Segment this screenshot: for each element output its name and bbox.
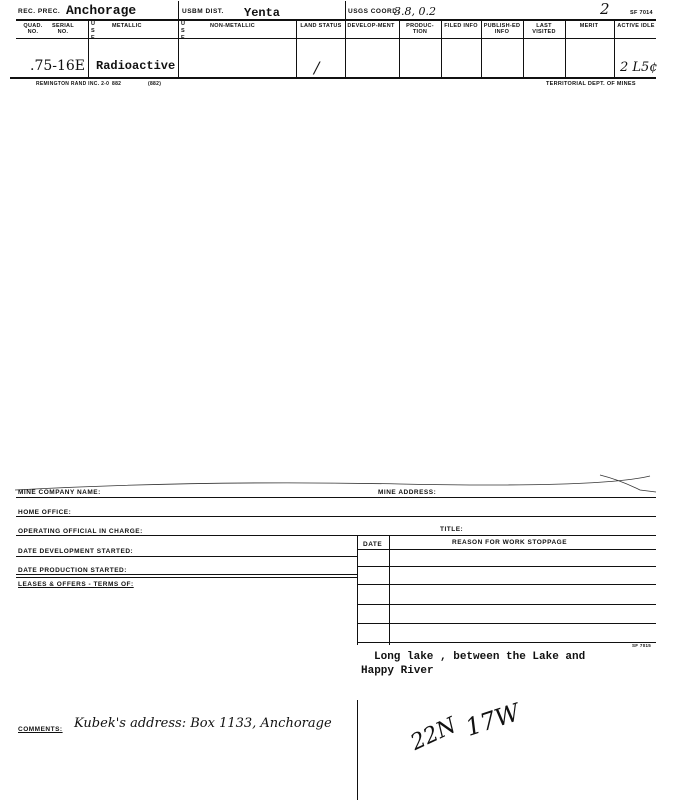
rule	[357, 566, 656, 567]
land-status-mark: /	[314, 58, 320, 77]
rule	[16, 556, 357, 557]
divider	[178, 1, 179, 77]
rec-prec-label: REC. PREC.	[18, 8, 61, 15]
rule	[357, 584, 656, 585]
rule	[357, 549, 656, 550]
use-letter: E	[91, 35, 95, 41]
comments-value: Kubek's address: Box 1133, Anchorage	[74, 716, 332, 731]
mine-company-label: MINE COMPANY NAME:	[18, 489, 101, 496]
usbm-dist-value: Yenta	[244, 6, 281, 20]
divider	[357, 535, 358, 645]
bottom-rule	[10, 77, 656, 79]
header-rule	[16, 38, 656, 39]
divider	[357, 700, 358, 800]
divider	[345, 1, 346, 77]
use-letter: S	[181, 28, 185, 34]
handwritten-mark: 22N	[406, 713, 461, 756]
date-development-label: DATE DEVELOPMENT STARTED:	[18, 548, 134, 555]
top-right-mark: 2	[600, 0, 610, 18]
footer-code: 882	[112, 81, 122, 87]
operating-official-label: OPERATING OFFICIAL IN CHARGE:	[18, 528, 143, 535]
divider	[296, 20, 297, 77]
reason-label: REASON FOR WORK STOPPAGE	[452, 539, 568, 546]
rule	[16, 577, 357, 578]
handwritten-mark: 17W	[462, 698, 524, 742]
usbm-dist-label: USBM DIST.	[182, 8, 224, 15]
usgs-coord-label: USGS COORD.	[348, 8, 400, 15]
metallic-label: METALLIC	[112, 23, 142, 29]
serial-no-label: SERIAL NO.	[52, 23, 74, 35]
home-office-label: HOME OFFICE:	[18, 509, 72, 516]
location-note-line: Long lake , between the Lake and	[374, 651, 586, 663]
mine-address-label: MINE ADDRESS:	[378, 489, 437, 496]
merit-label: MERIT	[579, 23, 599, 29]
location-note-line: Happy River	[361, 665, 434, 677]
rule	[16, 574, 357, 575]
production-label: PRODUC-TION	[406, 23, 434, 35]
leases-label: LEASES & OFFERS - TERMS OF:	[18, 581, 134, 588]
footer-left: REMINGTON RAND INC. 2-0	[36, 81, 110, 87]
rule	[16, 535, 656, 536]
rule	[16, 497, 656, 498]
divider	[389, 535, 390, 645]
form-number-bottom: SF 7015	[632, 643, 652, 648]
use-letter: E	[181, 35, 185, 41]
rule	[357, 623, 656, 624]
comments-label: COMMENTS:	[18, 726, 63, 733]
last-visited-label: LAST VISITED	[532, 23, 556, 35]
rule	[16, 516, 656, 517]
date-production-label: DATE PRODUCTION STARTED:	[18, 567, 127, 574]
active-idle-label: ACTIVE IDLE	[617, 23, 655, 29]
land-status-label: LAND STATUS	[300, 23, 342, 29]
use-letter: S	[91, 28, 95, 34]
title-label: TITLE:	[440, 526, 464, 533]
form-number-top: SF 7014	[630, 10, 653, 16]
quad-value: .75-16E	[30, 58, 86, 74]
use-letter: U	[181, 21, 186, 27]
quad-no-label: QUAD. NO.	[23, 23, 43, 35]
metallic-value: Radioactive	[96, 59, 176, 73]
divider	[88, 20, 89, 77]
development-label: DEVELOP-MENT	[347, 23, 395, 29]
footer-right: TERRITORIAL DEPT. OF MINES	[546, 81, 636, 87]
usgs-coord-value: 3.8, 0.2	[394, 5, 436, 18]
card-edge	[0, 470, 678, 500]
use-letter: U	[91, 21, 96, 27]
top-rule	[16, 19, 656, 21]
filed-info-label: FILED INFO	[444, 23, 478, 29]
rule	[357, 604, 656, 605]
active-idle-mark: 2 L5¢	[620, 60, 658, 75]
rule	[357, 642, 656, 643]
rec-prec-value: Anchorage	[66, 3, 137, 18]
date-column-label: DATE	[363, 541, 383, 548]
non-metallic-label: NON-METALLIC	[210, 23, 256, 29]
footer-code: (882)	[148, 81, 162, 87]
published-info-label: PUBLISH-ED INFO	[483, 23, 521, 35]
